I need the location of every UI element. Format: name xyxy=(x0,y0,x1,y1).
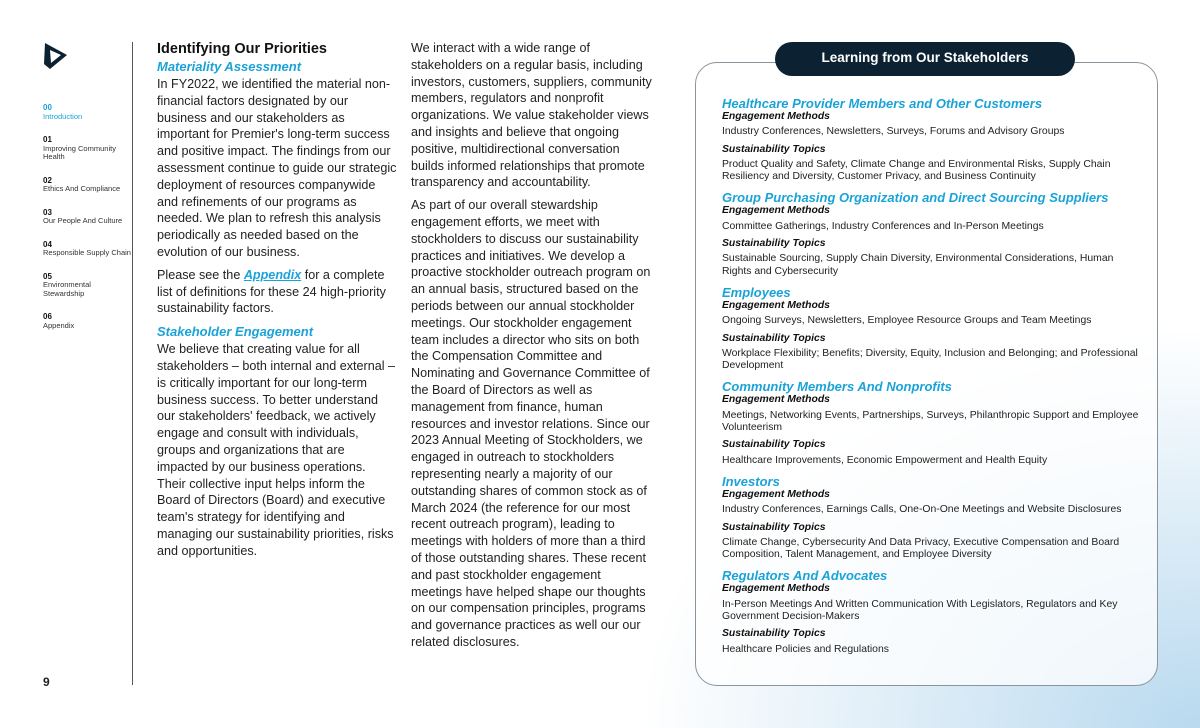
page-title: Identifying Our Priorities xyxy=(157,41,327,57)
topics-label: Sustainability Topics xyxy=(722,143,826,155)
group-name: Investors xyxy=(722,473,780,489)
methods-text: Industry Conferences, Earnings Calls, One-On-One Meetings and Website Disclosures xyxy=(722,504,1122,516)
group-name: Healthcare Provider Members and Other Customers xyxy=(722,96,1043,111)
nav-number: 04 xyxy=(43,239,52,249)
stakeholder-engagement-heading: Stakeholder Engagement xyxy=(157,324,314,340)
nav-item-03[interactable] xyxy=(43,209,133,226)
methods-label: Engagement Methods xyxy=(722,583,830,595)
nav-label: Introduction xyxy=(43,111,83,121)
materiality-heading: Materiality Assessment xyxy=(157,59,302,74)
panel-body xyxy=(722,97,1142,664)
stakeholder-group xyxy=(722,380,1142,466)
topics-label: Sustainability Topics xyxy=(722,238,826,250)
topics-text: Healthcare Policies and Regulations xyxy=(722,643,889,655)
nav-number: 06 xyxy=(43,312,52,321)
group-name: Community Members And Nonprofits xyxy=(722,379,952,395)
stakeholder-group xyxy=(722,191,1142,277)
nav-item-06[interactable] xyxy=(43,313,133,330)
section-nav xyxy=(43,104,133,345)
page-number: 9 xyxy=(43,675,50,689)
middle-column xyxy=(411,40,655,657)
methods-label: Engagement Methods xyxy=(722,394,830,406)
nav-label: Ethics And Compliance xyxy=(43,184,121,193)
topics-text: Workplace Flexibility; Benefits; Diversity, Equity, Inclusion and Belonging; and Professional Development xyxy=(722,347,1138,372)
nav-item-04[interactable] xyxy=(43,241,133,258)
nav-item-00[interactable] xyxy=(43,104,133,121)
panel-title: Learning from Our Stakeholders xyxy=(775,42,1075,76)
methods-text: In-Person Meetings And Written Communication With Legislators, Regulators and Key Government Decision-Makers xyxy=(722,598,1118,623)
group-name: Employees xyxy=(722,284,791,300)
topics-label: Sustainability Topics xyxy=(722,332,826,344)
nav-number: 00 xyxy=(43,103,52,112)
topics-label: Sustainability Topics xyxy=(722,521,826,533)
methods-label: Engagement Methods xyxy=(722,111,830,122)
topics-text: Healthcare Improvements, Economic Empowerment and Health Equity xyxy=(722,454,1048,466)
methods-label: Engagement Methods xyxy=(722,299,830,311)
materiality-text: In FY2022, we identified the material non-financial factors designated by our business and our stakeholders as important for Premier's long-term success and positive impact. The findings from our assessment continue to guide our strategic deployment of resources companywide and refinements of our programs as needed. We plan to refresh this analysis periodically as needed based on the evolution of our business. xyxy=(157,77,397,259)
methods-label: Engagement Methods xyxy=(722,488,830,500)
nav-label: Our People And Culture xyxy=(43,216,123,225)
appendix-text: Please see the Appendix for a complete list of definitions for these 24 high-priority sustainability factors. xyxy=(157,267,386,316)
stakeholders-text: We interact with a wide range of stakeholders on a regular basis, including investors, customers, suppliers, community members, regulators and nonprofit organizations. We value stakeholder views and insights and believe that ongoing positive, multidirectional conversation builds informed relationships that promote transparency and accountability. xyxy=(411,41,652,190)
stewardship-text: As part of our overall stewardship engagement efforts, we meet with stockholders to discuss our sustainability practices and initiatives. We develop a proactive stockholder outreach program on an annual basis, structured based on the periods between our annual stockholder meetings. Our stockholder engagement team includes a director who sits on both the Compensation Committee and Nominating and Governance Committee of the Board of Directors as well as management from finance, human resources and investor relations. Since our 2023 Annual Meeting of Stockholders, we engaged in outreach to stockholders representing nearly a majority of our outstanding shares of common stock as of March 2024 (the reference for our most recent outreach program), leading to meetings with holders of more than a third of those outstanding shares. These recent and past stockholder engagement meetings have helped shape our thoughts on our compensation principles, programs and governance practices as well our our related disclosures. xyxy=(411,198,651,649)
nav-number: 01 xyxy=(43,135,52,144)
topics-label: Sustainability Topics xyxy=(722,628,826,640)
methods-text: Ongoing Surveys, Newsletters, Employee Resource Groups and Team Meetings xyxy=(722,315,1092,327)
nav-label: Responsible Supply Chain xyxy=(43,248,131,257)
left-column xyxy=(157,40,397,566)
topics-text: Sustainable Sourcing, Supply Chain Diversity, Environmental Considerations, Human Rights and Cybersecurity xyxy=(722,253,1114,277)
methods-text: Industry Conferences, Newsletters, Surveys, Forums and Advisory Groups xyxy=(722,126,1065,138)
nav-number: 05 xyxy=(43,271,52,281)
stakeholder-group xyxy=(722,569,1142,655)
premier-logo-icon xyxy=(42,42,68,70)
topics-text: Product Quality and Safety, Climate Change and Environmental Risks, Supply Chain Resiliency and Diversity, Customer Privacy, and Business Continuity xyxy=(722,158,1111,183)
topics-text: Climate Change, Cybersecurity And Data Privacy, Executive Compensation and Board Composition, Talent Management, and Employee Diversity xyxy=(722,536,1120,561)
methods-text: Committee Gatherings, Industry Conferences and In-Person Meetings xyxy=(722,220,1044,232)
nav-item-02[interactable] xyxy=(43,177,133,194)
group-name: Group Purchasing Organization and Direct Sourcing Suppliers xyxy=(722,190,1109,206)
nav-item-05[interactable] xyxy=(43,273,133,299)
nav-number: 02 xyxy=(43,175,52,185)
nav-label: Improving Community Health xyxy=(43,143,116,161)
appendix-link[interactable]: Appendix xyxy=(243,267,302,282)
stakeholder-group xyxy=(722,286,1142,372)
nav-label: Appendix xyxy=(43,320,75,330)
stakeholder-group xyxy=(722,97,1142,183)
nav-label: Environmental Stewardship xyxy=(43,280,91,298)
topics-label: Sustainability Topics xyxy=(722,439,826,451)
methods-label: Engagement Methods xyxy=(722,205,830,217)
group-name: Regulators And Advocates xyxy=(722,568,888,584)
nav-number: 03 xyxy=(43,207,52,217)
stakeholder-engagement-text: We believe that creating value for all stakeholders – both internal and external – is critically important for our long-term business success. To better understand our stakeholders' feedback, we actively engage and consult with individuals, groups and organizations that are impacted by our business operations. Their collective input helps inform the Board of Directors (Board) and executive team's strategy for identifying and managing our sustainability priorities, risks and opportunities. xyxy=(157,342,396,558)
stakeholder-group xyxy=(722,475,1142,561)
nav-item-01[interactable] xyxy=(43,136,133,162)
methods-text: Meetings, Networking Events, Partnerships, Surveys, Philanthropic Support and Employee Volunteerism xyxy=(722,409,1139,434)
